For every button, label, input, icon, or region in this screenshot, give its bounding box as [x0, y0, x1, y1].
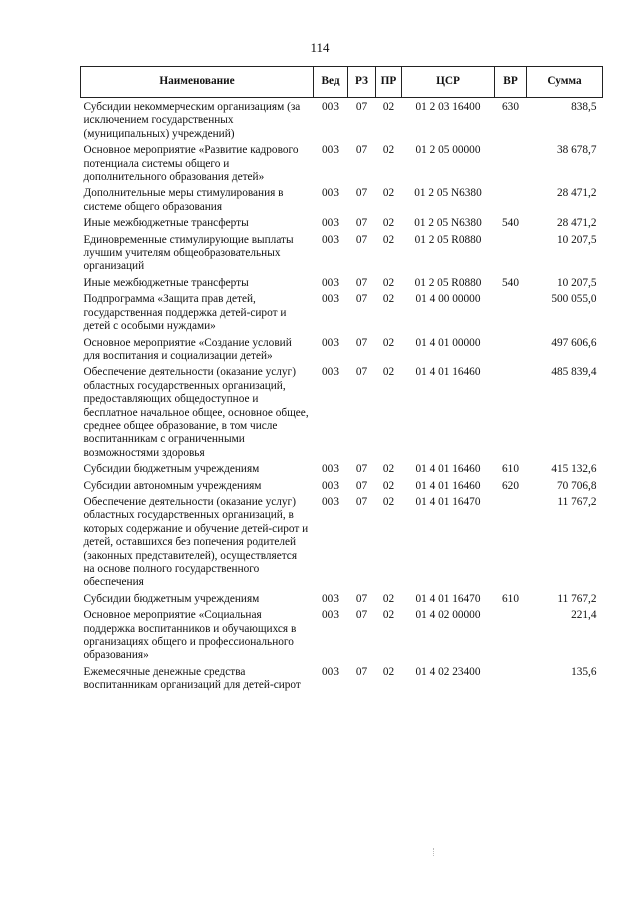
header-row — [81, 67, 603, 98]
cell-sum: 838,5 — [571, 101, 597, 113]
cell-csr: 01 4 00 00000 — [415, 293, 481, 306]
cell-vr — [495, 666, 527, 696]
cell-rz: 07 — [355, 665, 368, 678]
cell-pr: 02 — [382, 479, 395, 492]
cell-pr: 02 — [382, 592, 395, 605]
cell-rz: 07 — [355, 217, 368, 230]
cell-sum: 500 055,0 — [551, 293, 597, 306]
table-row — [81, 187, 603, 217]
cell-csr: 01 4 01 16470 — [415, 495, 481, 508]
cell-sum: 28 471,2 — [556, 217, 597, 230]
cell-ved: 003 — [322, 463, 339, 476]
cell-ved: 003 — [322, 495, 339, 508]
cell-name: Субсидии автономным учреждениям — [83, 479, 262, 492]
table-row — [81, 277, 603, 293]
cell-pr: 02 — [382, 336, 395, 349]
table-row — [81, 98, 603, 145]
cell-pr: 02 — [382, 665, 395, 678]
cell-name: Ежемесячные денежные средства воспитанникам организаций для детей-сирот — [83, 665, 301, 692]
col-header-pr: ПР — [376, 67, 402, 98]
table-row — [81, 293, 603, 336]
cell-name: Основное мероприятие «Создание условий для воспитания и социализации детей» — [83, 336, 292, 362]
table-row — [81, 496, 603, 593]
table-row — [81, 217, 603, 233]
cell-csr: 01 4 01 16470 — [415, 592, 481, 605]
cell-pr: 02 — [382, 233, 395, 246]
table-row — [81, 337, 603, 367]
cell-name: Дополнительные меры стимулирования в системе общего образования — [83, 187, 284, 213]
table-row — [81, 609, 603, 666]
cell-pr: 02 — [382, 101, 395, 113]
cell-vr: 540 — [502, 217, 519, 230]
cell-ved: 003 — [322, 217, 339, 230]
cell-pr: 02 — [382, 495, 395, 508]
cell-ved: 003 — [322, 101, 339, 113]
cell-pr: 02 — [382, 217, 395, 230]
cell-vr — [495, 144, 527, 187]
cell-name: Субсидии некоммерческим организациям (за исключением государственных (муниципальных) учреждений) — [83, 101, 301, 140]
cell-name: Субсидии бюджетным учреждениям — [83, 592, 260, 605]
cell-sum: 38 678,7 — [556, 144, 597, 157]
cell-vr: 610 — [502, 463, 519, 476]
cell-ved: 003 — [322, 144, 339, 157]
table-row — [81, 366, 603, 463]
cell-sum: 10 207,5 — [556, 276, 597, 289]
cell-pr: 02 — [382, 187, 395, 200]
cell-csr: 01 4 01 16460 — [415, 479, 481, 492]
cell-vr — [495, 234, 527, 277]
cell-name: Подпрограмма «Защита прав детей, государственная поддержка детей-сирот и детей с особыми нуждами» — [83, 293, 287, 333]
table-row — [81, 593, 603, 609]
cell-pr: 02 — [382, 366, 395, 379]
cell-rz: 07 — [355, 366, 368, 379]
cell-csr: 01 2 05 R0880 — [414, 276, 482, 289]
cell-ved: 003 — [322, 592, 339, 605]
cell-rz: 07 — [355, 479, 368, 492]
cell-name: Иные межбюджетные трансферты — [83, 276, 249, 289]
cell-name: Субсидии бюджетным учреждениям — [83, 463, 260, 476]
cell-rz: 07 — [355, 276, 368, 289]
cell-vr: 610 — [502, 592, 519, 605]
cell-csr: 01 4 01 00000 — [415, 336, 481, 349]
cell-csr: 01 4 01 16460 — [415, 366, 481, 379]
cell-rz: 07 — [355, 101, 368, 113]
cell-csr: 01 2 05 00000 — [415, 144, 481, 157]
cell-ved: 003 — [322, 609, 339, 622]
table-row — [81, 666, 603, 696]
cell-rz: 07 — [355, 592, 368, 605]
cell-rz: 07 — [355, 187, 368, 200]
cell-vr — [495, 337, 527, 367]
cell-csr: 01 2 05 N6380 — [414, 187, 482, 200]
cell-ved: 003 — [322, 336, 339, 349]
cell-sum: 70 706,8 — [556, 479, 597, 492]
scan-mark — [433, 848, 435, 856]
cell-vr — [495, 293, 527, 336]
cell-sum: 135,6 — [571, 665, 597, 678]
cell-sum: 28 471,2 — [556, 187, 597, 200]
cell-sum: 497 606,6 — [551, 336, 597, 349]
cell-csr: 01 4 01 16460 — [415, 463, 481, 476]
cell-rz: 07 — [355, 336, 368, 349]
cell-rz: 07 — [355, 233, 368, 246]
table-row — [81, 234, 603, 277]
cell-csr: 01 4 02 00000 — [415, 609, 481, 622]
cell-pr: 02 — [382, 609, 395, 622]
cell-vr — [495, 187, 527, 217]
cell-pr: 02 — [382, 144, 395, 157]
cell-csr: 01 2 03 16400 — [415, 101, 481, 113]
col-header-name: Наименование — [81, 67, 314, 98]
cell-vr — [495, 366, 527, 463]
col-header-rz: РЗ — [348, 67, 376, 98]
cell-sum: 11 767,2 — [557, 592, 597, 605]
budget-table — [80, 66, 603, 696]
cell-ved: 003 — [322, 276, 339, 289]
cell-sum: 221,4 — [571, 609, 597, 622]
cell-ved: 003 — [322, 366, 339, 379]
cell-pr: 02 — [382, 463, 395, 476]
cell-ved: 003 — [322, 187, 339, 200]
cell-name: Обеспечение деятельности (оказание услуг) областных государственных организаций, в которых содержание и обучение детей-сирот и детей, оставшихся без попечения родителей (законных представителей), осуществляется на основе полного государственного обеспечения — [83, 495, 309, 589]
cell-rz: 07 — [355, 293, 368, 306]
cell-vr — [495, 496, 527, 593]
cell-rz: 07 — [355, 144, 368, 157]
cell-vr — [495, 609, 527, 666]
page-number: 114 — [310, 40, 330, 55]
col-header-csr: ЦСР — [402, 67, 495, 98]
cell-vr: 620 — [502, 479, 519, 492]
table-row — [81, 463, 603, 479]
cell-ved: 003 — [322, 233, 339, 246]
cell-sum: 485 839,4 — [551, 366, 597, 379]
cell-rz: 07 — [355, 463, 368, 476]
cell-csr: 01 4 02 23400 — [415, 665, 481, 678]
cell-csr: 01 2 05 N6380 — [414, 217, 482, 230]
col-header-vr: ВР — [495, 67, 527, 98]
cell-vr: 630 — [502, 101, 519, 113]
cell-rz: 07 — [355, 609, 368, 622]
cell-sum: 10 207,5 — [556, 233, 597, 246]
cell-ved: 003 — [322, 479, 339, 492]
cell-name: Основное мероприятие «Развитие кадрового потенциала системы общего и дополнительного образования детей» — [83, 144, 299, 184]
cell-sum: 415 132,6 — [551, 463, 597, 476]
table-row — [81, 480, 603, 496]
cell-pr: 02 — [382, 293, 395, 306]
cell-ved: 003 — [322, 293, 339, 306]
cell-name: Иные межбюджетные трансферты — [83, 217, 249, 230]
cell-sum: 11 767,2 — [557, 495, 597, 508]
cell-pr: 02 — [382, 276, 395, 289]
cell-csr: 01 2 05 R0880 — [414, 233, 482, 246]
table-row — [81, 144, 603, 187]
cell-name: Единовременные стимулирующие выплаты лучшим учителям общеобразовательных организаций — [83, 233, 294, 273]
col-header-sum: Сумма — [527, 67, 603, 98]
col-header-ved: Вед — [314, 67, 348, 98]
cell-vr: 540 — [502, 276, 519, 289]
cell-name: Основное мероприятие «Социальная поддержка воспитанников и обучающихся в организациях общего и профессионального образования» — [83, 609, 297, 662]
cell-name: Обеспечение деятельности (оказание услуг) областных государственных организаций, предоставляющих общедоступное и бесплатное начальное общее, основное общее, среднее общее образование, в том числе воспитанникам с ограниченными возможностями здоровья — [83, 366, 309, 459]
cell-ved: 003 — [322, 665, 339, 678]
cell-rz: 07 — [355, 495, 368, 508]
